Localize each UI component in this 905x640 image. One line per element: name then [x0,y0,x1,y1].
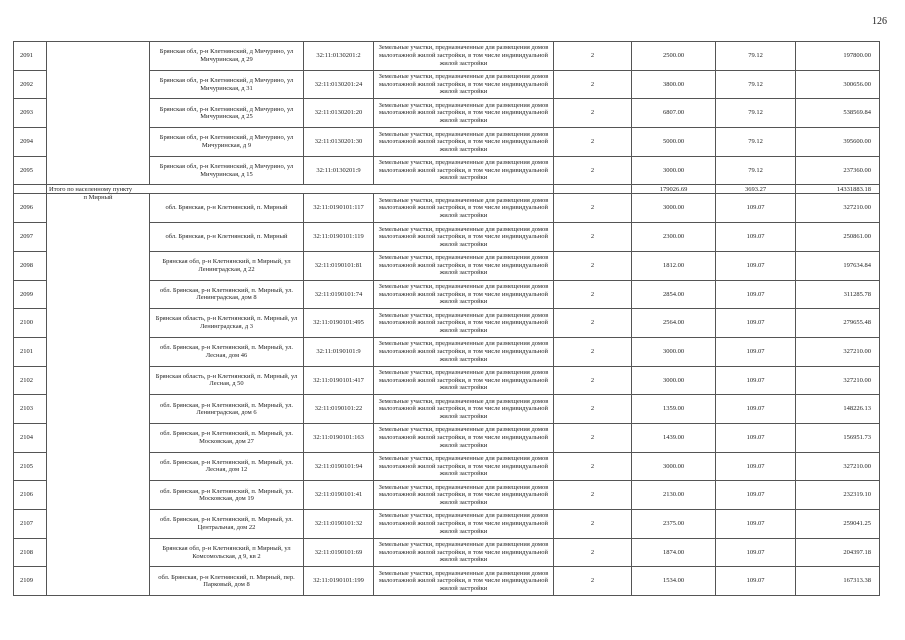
area-cell: 1874.00 [632,538,716,567]
row-number: 2101 [14,337,47,366]
address-cell: обл. Брянская, р-н Клетнянский, п. Мирный, пер. Парковый, дом 8 [150,567,304,596]
rate-cell: 109.07 [716,423,796,452]
group-code-cell: 2 [554,194,632,223]
land-purpose-cell: Земельные участки, предназначенные для размещения домов малоэтажной жилой застройки, в том числе индивидуальной жилой застройки [374,156,554,185]
row-number: 2107 [14,510,47,539]
cadastral-number-cell: 32:11:0190101:81 [304,251,374,280]
area-cell: 5000.00 [632,128,716,157]
group-code-cell: 2 [554,156,632,185]
group-code-cell: 2 [554,251,632,280]
land-purpose-cell: Земельные участки, предназначенные для размещения домов малоэтажной жилой застройки, в том числе индивидуальной жилой застройки [374,99,554,128]
rate-cell: 109.07 [716,395,796,424]
address-cell: обл. Брянская, р-н Клетнянский, п. Мирный, ул. Ленинградская, дом 6 [150,395,304,424]
land-purpose-cell: Земельные участки, предназначенные для размещения домов малоэтажной жилой застройки, в том числе индивидуальной жилой застройки [374,128,554,157]
cadastral-number-cell: 32:11:0190101:32 [304,510,374,539]
address-cell: Брянская обл, р-н Клетнянский, д Мичурино, ул Мичуринская, д 25 [150,99,304,128]
land-purpose-cell: Земельные участки, предназначенные для размещения домов малоэтажной жилой застройки, в том числе индивидуальной жилой застройки [374,70,554,99]
group-code-cell: 2 [554,223,632,252]
area-cell: 2564.00 [632,309,716,338]
group-code-cell: 2 [554,337,632,366]
group-code-cell: 2 [554,567,632,596]
cadastral-value-cell: 311285.78 [796,280,880,309]
cadastral-number-cell: 32:11:0190101:22 [304,395,374,424]
land-registry-table [13,41,880,596]
land-purpose-cell: Земельные участки, предназначенные для размещения домов малоэтажной жилой застройки, в том числе индивидуальной жилой застройки [374,366,554,395]
area-cell: 3000.00 [632,337,716,366]
land-purpose-cell: Земельные участки, предназначенные для размещения домов малоэтажной жилой застройки, в том числе индивидуальной жилой застройки [374,42,554,71]
group-code-cell: 2 [554,452,632,481]
cadastral-value-cell: 167313.38 [796,567,880,596]
cadastral-number-cell: 32:11:0190101:199 [304,567,374,596]
cadastral-value-cell: 327210.00 [796,366,880,395]
table-body-current-settlement [14,194,880,596]
table-body-previous-settlement [14,42,880,185]
group-code-cell: 2 [554,309,632,338]
cadastral-number-cell: 32:11:0190101:117 [304,194,374,223]
row-number: 2092 [14,70,47,99]
address-cell: Брянская обл, р-н Клетнянский, п Мирный, ул Комсомольская, д 9, кв 2 [150,538,304,567]
rate-cell: 109.07 [716,337,796,366]
cadastral-number-cell: 32:11:0190101:119 [304,223,374,252]
cadastral-number-cell: 32:11:0190101:9 [304,337,374,366]
row-number: 2094 [14,128,47,157]
cadastral-value-cell: 300656.00 [796,70,880,99]
row-number: 2095 [14,156,47,185]
cadastral-value-cell: 327210.00 [796,194,880,223]
area-cell: 3000.00 [632,366,716,395]
land-purpose-cell: Земельные участки, предназначенные для размещения домов малоэтажной жилой застройки, в том числе индивидуальной жилой застройки [374,337,554,366]
cadastral-value-cell: 204397.18 [796,538,880,567]
cadastral-number-cell: 32:11:0130201:9 [304,156,374,185]
area-cell: 6807.00 [632,99,716,128]
land-purpose-cell: Земельные участки, предназначенные для размещения домов малоэтажной жилой застройки, в том числе индивидуальной жилой застройки [374,481,554,510]
row-number: 2093 [14,99,47,128]
address-cell: обл. Брянская, р-н Клетнянский, п. Мирный, ул. Лесная, дом 46 [150,337,304,366]
address-cell: Брянская обл, р-н Клетнянский, д Мичурино, ул Мичуринская, д 9 [150,128,304,157]
cadastral-value-cell: 148226.13 [796,395,880,424]
rate-cell: 109.07 [716,538,796,567]
area-cell: 2854.00 [632,280,716,309]
cadastral-number-cell: 32:11:0190101:94 [304,452,374,481]
settlement-name: п Мирный [47,194,150,596]
address-cell: Брянская обл, р-н Клетнянский, д Мичурино, ул Мичуринская, д 31 [150,70,304,99]
cadastral-value-cell: 232319.10 [796,481,880,510]
group-code-cell: 2 [554,42,632,71]
settlement-total-rate: 3693.27 [716,185,796,194]
row-number: 2091 [14,42,47,71]
settlement-total-label: Итого по населенному пункту [47,185,554,194]
cadastral-number-cell: 32:11:0190101:74 [304,280,374,309]
group-code-cell: 2 [554,99,632,128]
row-number: 2108 [14,538,47,567]
cadastral-number-cell: 32:11:0130201:2 [304,42,374,71]
address-cell: Брянская область, р-н Клетнянский, п. Мирный, ул Ленинградская, д 3 [150,309,304,338]
group-code-cell: 2 [554,366,632,395]
group-code-cell: 2 [554,70,632,99]
cadastral-number-cell: 32:11:0190101:417 [304,366,374,395]
rate-cell: 109.07 [716,251,796,280]
rate-cell: 109.07 [716,194,796,223]
cadastral-value-cell: 197634.84 [796,251,880,280]
row-number: 2098 [14,251,47,280]
address-cell: Брянская обл, р-н Клетнянский, п Мирный, ул Ленинградская, д 22 [150,251,304,280]
area-cell: 3000.00 [632,194,716,223]
row-number: 2100 [14,309,47,338]
row-number: 2099 [14,280,47,309]
row-number: 2103 [14,395,47,424]
land-purpose-cell: Земельные участки, предназначенные для размещения домов малоэтажной жилой застройки, в том числе индивидуальной жилой застройки [374,194,554,223]
land-purpose-cell: Земельные участки, предназначенные для размещения домов малоэтажной жилой застройки, в том числе индивидуальной жилой застройки [374,280,554,309]
area-cell: 3800.00 [632,70,716,99]
settlement-name [47,42,150,185]
land-purpose-cell: Земельные участки, предназначенные для размещения домов малоэтажной жилой застройки, в том числе индивидуальной жилой застройки [374,538,554,567]
rate-cell: 79.12 [716,99,796,128]
address-cell: обл. Брянская, р-н Клетнянский, п. Мирный, ул. Лесная, дом 12 [150,452,304,481]
land-purpose-cell: Земельные участки, предназначенные для размещения домов малоэтажной жилой застройки, в том числе индивидуальной жилой застройки [374,251,554,280]
area-cell: 3000.00 [632,452,716,481]
row-number: 2096 [14,194,47,223]
cadastral-number-cell: 32:11:0190101:495 [304,309,374,338]
rate-cell: 79.12 [716,70,796,99]
land-purpose-cell: Земельные участки, предназначенные для размещения домов малоэтажной жилой застройки, в том числе индивидуальной жилой застройки [374,510,554,539]
address-cell: обл. Брянская, р-н Клетнянский, п. Мирный [150,223,304,252]
cadastral-value-cell: 250861.00 [796,223,880,252]
area-cell: 3000.00 [632,156,716,185]
row-number: 2097 [14,223,47,252]
cadastral-value-cell: 156951.73 [796,423,880,452]
group-code-cell: 2 [554,395,632,424]
group-code-cell: 2 [554,538,632,567]
cadastral-value-cell: 237360.00 [796,156,880,185]
rate-cell: 79.12 [716,42,796,71]
land-purpose-cell: Земельные участки, предназначенные для размещения домов малоэтажной жилой застройки, в том числе индивидуальной жилой застройки [374,423,554,452]
cadastral-value-cell: 197800.00 [796,42,880,71]
address-cell: Брянская область, р-н Клетнянский, п. Мирный, ул Лесная, д 50 [150,366,304,395]
cadastral-value-cell: 279655.48 [796,309,880,338]
address-cell: Брянская обл, р-н Клетнянский, д Мичурино, ул Мичуринская, д 29 [150,42,304,71]
row-number: 2106 [14,481,47,510]
area-cell: 1439.00 [632,423,716,452]
area-cell: 2500.00 [632,42,716,71]
rate-cell: 109.07 [716,567,796,596]
cadastral-value-cell: 395600.00 [796,128,880,157]
area-cell: 2130.00 [632,481,716,510]
area-cell: 1534.00 [632,567,716,596]
cadastral-value-cell: 327210.00 [796,337,880,366]
table-row [14,42,880,71]
row-number: 2102 [14,366,47,395]
group-code-cell: 2 [554,128,632,157]
group-code-cell: 2 [554,280,632,309]
rate-cell: 109.07 [716,223,796,252]
land-purpose-cell: Земельные участки, предназначенные для размещения домов малоэтажной жилой застройки, в том числе индивидуальной жилой застройки [374,223,554,252]
rate-cell: 79.12 [716,156,796,185]
address-cell: Брянская обл, р-н Клетнянский, д Мичурино, ул Мичуринская, д 15 [150,156,304,185]
row-number: 2105 [14,452,47,481]
cadastral-number-cell: 32:11:0130201:24 [304,70,374,99]
address-cell: обл. Брянская, р-н Клетнянский, п. Мирный, ул. Московская, дом 27 [150,423,304,452]
area-cell: 1812.00 [632,251,716,280]
area-cell: 2375.00 [632,510,716,539]
settlement-total-row [14,185,880,194]
table-body-total [14,185,880,194]
row-number: 2104 [14,423,47,452]
table-row [14,194,880,223]
rate-cell: 109.07 [716,452,796,481]
rate-cell: 109.07 [716,280,796,309]
land-purpose-cell: Земельные участки, предназначенные для размещения домов малоэтажной жилой застройки, в том числе индивидуальной жилой застройки [374,395,554,424]
rate-cell: 109.07 [716,366,796,395]
land-purpose-cell: Земельные участки, предназначенные для размещения домов малоэтажной жилой застройки, в том числе индивидуальной жилой застройки [374,309,554,338]
group-code-cell: 2 [554,481,632,510]
cadastral-number-cell: 32:11:0190101:69 [304,538,374,567]
land-purpose-cell: Земельные участки, предназначенные для размещения домов малоэтажной жилой застройки, в том числе индивидуальной жилой застройки [374,452,554,481]
address-cell: обл. Брянская, р-н Клетнянский, п. Мирный [150,194,304,223]
cadastral-number-cell: 32:11:0190101:163 [304,423,374,452]
cadastral-value-cell: 259041.25 [796,510,880,539]
rate-cell: 79.12 [716,128,796,157]
row-number: 2109 [14,567,47,596]
address-cell: обл. Брянская, р-н Клетнянский, п. Мирный, ул. Ленинградская, дом 8 [150,280,304,309]
cadastral-number-cell: 32:11:0130201:30 [304,128,374,157]
rate-cell: 109.07 [716,510,796,539]
cadastral-value-cell: 327210.00 [796,452,880,481]
address-cell: обл. Брянская, р-н Клетнянский, п. Мирный, ул. Московская, дом 19 [150,481,304,510]
area-cell: 1359.00 [632,395,716,424]
address-cell: обл. Брянская, р-н Клетнянский, п. Мирный, ул. Центральная, дом 22 [150,510,304,539]
rate-cell: 109.07 [716,309,796,338]
cadastral-number-cell: 32:11:0130201:20 [304,99,374,128]
area-cell: 2300.00 [632,223,716,252]
settlement-total-area: 179026.69 [632,185,716,194]
group-code-cell: 2 [554,423,632,452]
settlement-total-cost: 14331883.18 [796,185,880,194]
cadastral-number-cell: 32:11:0190101:41 [304,481,374,510]
rate-cell: 109.07 [716,481,796,510]
cadastral-value-cell: 538569.84 [796,99,880,128]
group-code-cell: 2 [554,510,632,539]
land-purpose-cell: Земельные участки, предназначенные для размещения домов малоэтажной жилой застройки, в том числе индивидуальной жилой застройки [374,567,554,596]
page-number: 126 [872,16,887,27]
